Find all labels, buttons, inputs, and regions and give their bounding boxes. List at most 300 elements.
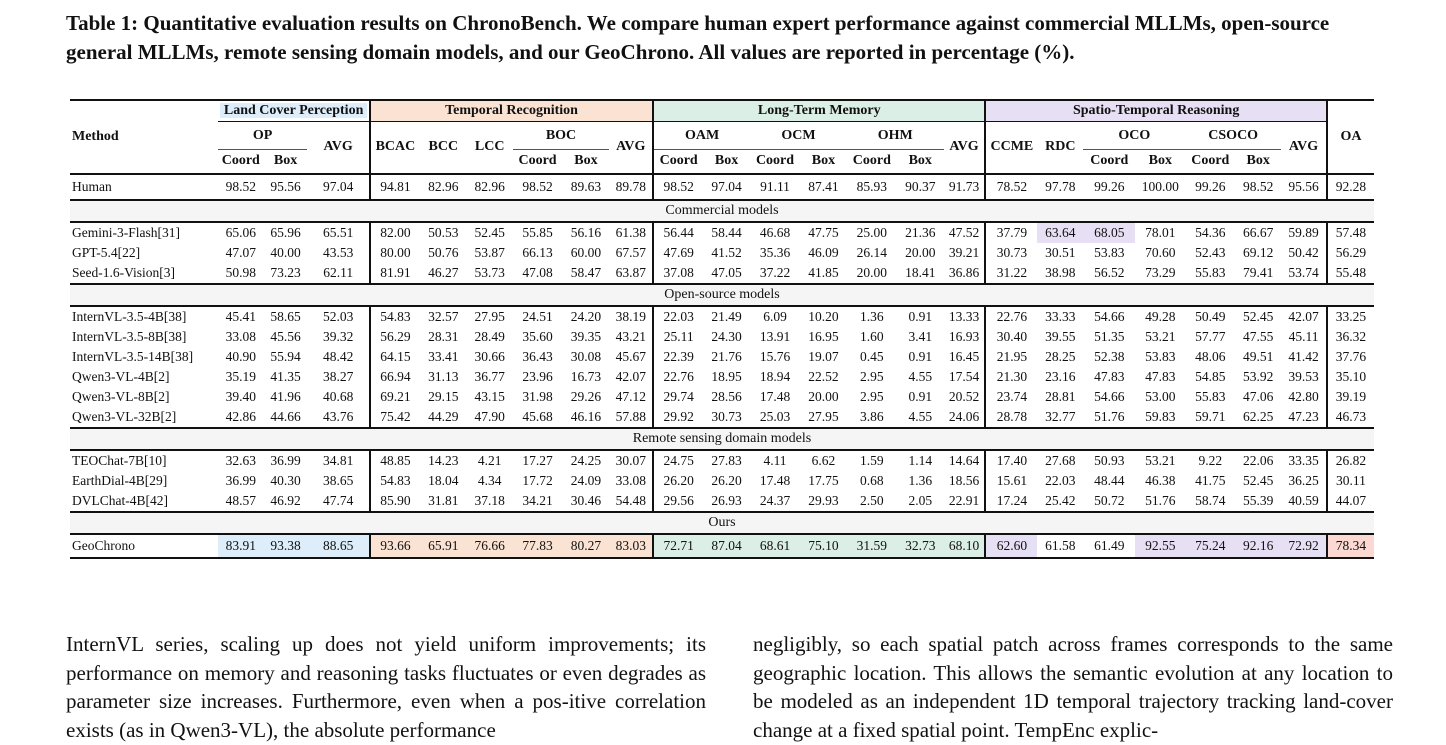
value-cell: 92.55 [1135, 534, 1185, 558]
value-cell: 30.40 [996, 328, 1028, 344]
op-header: OP [218, 122, 308, 150]
value-cell: 16.73 [570, 368, 602, 384]
value-cell: 39.40 [225, 388, 256, 404]
ocm-header: OCM [750, 122, 847, 150]
value-cell: 33.08 [225, 328, 256, 344]
value-cell: 45.41 [225, 308, 256, 324]
value-cell: 33.25 [1335, 308, 1367, 324]
box-header: Box [1246, 153, 1270, 169]
value-cell: 94.81 [380, 178, 411, 194]
value-cell: 45.11 [1281, 327, 1327, 347]
value-cell: 98.52 [1242, 178, 1274, 194]
value-cell: 63.64 [1037, 222, 1083, 243]
value-cell: 65.96 [270, 224, 301, 240]
value-cell: 41.35 [270, 368, 301, 384]
value-cell: 50.76 [428, 244, 459, 260]
value-cell: 47.07 [225, 244, 256, 260]
value-cell: 93.66 [370, 534, 420, 558]
value-cell: 82.00 [380, 224, 411, 240]
value-cell: 75.24 [1185, 534, 1235, 558]
method-cell: InternVL-3.5-4B[38] [72, 308, 187, 324]
method-cell: Qwen3-VL-8B[2] [72, 388, 170, 404]
value-cell: 64.15 [380, 348, 411, 364]
value-cell: 52.03 [307, 306, 369, 327]
value-cell: 47.05 [711, 264, 742, 280]
value-cell: 48.85 [380, 452, 411, 468]
value-cell: 23.96 [522, 368, 553, 384]
value-cell: 1.14 [908, 452, 933, 468]
value-cell: 0.68 [860, 472, 884, 488]
value-cell: 55.39 [1242, 492, 1274, 508]
method-cell: GPT-5.4[22] [72, 244, 141, 260]
value-cell: 42.07 [609, 367, 653, 387]
value-cell: 37.08 [663, 264, 694, 280]
section-label: Remote sensing domain models [70, 428, 1374, 450]
table-row [70, 491, 1374, 512]
value-cell: 24.30 [711, 328, 742, 344]
value-cell: 30.08 [570, 348, 602, 364]
box-header: Box [574, 153, 598, 169]
value-cell: 97.04 [307, 174, 369, 200]
value-cell: 24.51 [522, 308, 553, 324]
value-cell: 46.09 [808, 244, 839, 260]
value-cell: 17.54 [944, 367, 986, 387]
value-cell: 47.90 [474, 408, 505, 424]
value-cell: 43.76 [307, 407, 369, 428]
value-cell: 17.48 [759, 472, 791, 488]
value-cell: 38.27 [307, 367, 369, 387]
value-cell: 14.64 [944, 450, 986, 471]
value-cell: 55.94 [270, 348, 301, 364]
value-cell: 93.38 [264, 534, 308, 558]
value-cell: 47.12 [609, 387, 653, 407]
table-row [70, 407, 1374, 428]
value-cell: 2.05 [908, 492, 933, 508]
value-cell: 72.71 [653, 534, 703, 558]
table-row [70, 263, 1374, 284]
value-cell: 53.73 [474, 264, 505, 280]
value-cell: 36.25 [1281, 471, 1327, 491]
value-cell: 91.73 [944, 174, 986, 200]
value-cell: 69.21 [380, 388, 411, 404]
lcc-header: LCC [474, 139, 505, 155]
value-cell: 62.25 [1242, 408, 1274, 424]
value-cell: 36.77 [474, 368, 505, 384]
value-cell: 55.85 [522, 224, 553, 240]
value-cell: 68.10 [944, 534, 986, 558]
table-row [70, 387, 1374, 407]
value-cell: 66.13 [522, 244, 553, 260]
table-row [70, 347, 1374, 367]
method-cell: TEOChat-7B[10] [72, 452, 167, 468]
value-cell: 10.20 [808, 308, 839, 324]
value-cell: 40.00 [270, 244, 301, 260]
group-long-term: Long-Term Memory [653, 100, 985, 122]
value-cell: 24.20 [570, 308, 602, 324]
value-cell: 95.56 [270, 178, 301, 194]
value-cell: 19.07 [808, 348, 839, 364]
value-cell: 39.35 [570, 328, 602, 344]
section-label: Ours [70, 512, 1374, 534]
value-cell: 63.87 [609, 263, 653, 284]
value-cell: 37.22 [759, 264, 791, 280]
value-cell: 57.88 [609, 407, 653, 428]
value-cell: 56.52 [1094, 264, 1125, 280]
coord-header: Coord [1191, 153, 1230, 169]
value-cell: 41.75 [1195, 472, 1226, 488]
value-cell: 65.91 [420, 534, 467, 558]
value-cell: 48.44 [1094, 472, 1125, 488]
table-row [70, 367, 1374, 387]
value-cell: 50.53 [428, 224, 459, 240]
value-cell: 13.33 [944, 306, 986, 327]
value-cell: 6.62 [811, 452, 836, 468]
method-cell: InternVL-3.5-8B[38] [72, 328, 187, 344]
value-cell: 73.29 [1145, 264, 1176, 280]
value-cell: 4.55 [908, 408, 933, 424]
value-cell: 47.83 [1145, 368, 1176, 384]
table-row [70, 450, 1374, 471]
oam-header: OAM [653, 122, 750, 150]
value-cell: 20.00 [905, 244, 936, 260]
method-cell: GeoChrono [72, 537, 135, 553]
value-cell: 15.61 [996, 472, 1028, 488]
value-cell: 82.96 [474, 178, 505, 194]
value-cell: 30.07 [609, 450, 653, 471]
table-row [70, 306, 1374, 327]
value-cell: 87.04 [703, 534, 750, 558]
value-cell: 16.45 [944, 347, 986, 367]
section-header-row [70, 512, 1374, 534]
value-cell: 91.11 [760, 178, 790, 194]
value-cell: 21.36 [905, 224, 936, 240]
value-cell: 78.01 [1145, 224, 1176, 240]
value-cell: 3.41 [908, 328, 933, 344]
value-cell: 9.22 [1198, 452, 1223, 468]
value-cell: 56.29 [380, 328, 411, 344]
value-cell: 99.26 [1094, 178, 1125, 194]
value-cell: 46.27 [428, 264, 459, 280]
value-cell: 75.10 [800, 534, 847, 558]
value-cell: 30.66 [474, 348, 505, 364]
value-cell: 30.73 [996, 244, 1028, 260]
value-cell: 20.52 [944, 387, 986, 407]
value-cell: 39.32 [307, 327, 369, 347]
value-cell: 25.03 [759, 408, 791, 424]
value-cell: 59.83 [1145, 408, 1176, 424]
rdc-header: RDC [1045, 139, 1076, 155]
method-cell: Seed-1.6-Vision[3] [72, 264, 176, 280]
value-cell: 29.93 [808, 492, 839, 508]
value-cell: 66.94 [380, 368, 411, 384]
avg-header: AVG [609, 122, 653, 174]
section-label: Commercial models [70, 200, 1374, 222]
value-cell: 78.52 [996, 178, 1028, 194]
value-cell: 15.76 [759, 348, 791, 364]
value-cell: 47.75 [808, 224, 839, 240]
coord-header: Coord [755, 153, 795, 169]
value-cell: 35.10 [1335, 368, 1367, 384]
value-cell: 18.41 [905, 264, 936, 280]
value-cell: 88.65 [307, 534, 369, 558]
value-cell: 18.56 [944, 471, 986, 491]
value-cell: 25.42 [1045, 492, 1076, 508]
value-cell: 47.83 [1094, 368, 1125, 384]
value-cell: 59.89 [1281, 222, 1327, 243]
value-cell: 43.53 [307, 243, 369, 263]
value-cell: 79.41 [1242, 264, 1274, 280]
value-cell: 17.40 [996, 452, 1028, 468]
value-cell: 46.73 [1335, 408, 1367, 424]
value-cell: 83.91 [218, 534, 264, 558]
value-cell: 97.04 [711, 178, 742, 194]
value-cell: 42.07 [1281, 306, 1327, 327]
value-cell: 61.49 [1094, 537, 1125, 553]
paragraph-left: InternVL series, scaling up does not yield uniform improvements; its performance on memory and reasoning tasks fluctuates or even degrades as parameter size increases. Furthermore, even when a pos-itive correlation exists (as in Qwen3-VL), the absolute performance [66, 632, 706, 742]
value-cell: 90.37 [905, 178, 936, 194]
value-cell: 70.60 [1145, 244, 1176, 260]
value-cell: 97.78 [1045, 178, 1076, 194]
value-cell: 43.15 [474, 388, 505, 404]
value-cell: 53.21 [1145, 452, 1176, 468]
value-cell: 46.92 [270, 492, 301, 508]
section-header-row [70, 428, 1374, 450]
value-cell: 27.95 [808, 408, 839, 424]
value-cell: 52.43 [1195, 244, 1226, 260]
value-cell: 17.75 [808, 472, 839, 488]
value-cell: 25.11 [663, 328, 694, 344]
value-cell: 61.38 [609, 222, 653, 243]
value-cell: 6.09 [763, 308, 787, 324]
value-cell: 34.21 [522, 492, 553, 508]
value-cell: 26.93 [711, 492, 742, 508]
table-row [70, 243, 1374, 263]
value-cell: 47.08 [522, 264, 553, 280]
value-cell: 55.48 [1335, 264, 1367, 280]
value-cell: 1.36 [860, 308, 884, 324]
value-cell: 58.65 [270, 308, 301, 324]
value-cell: 65.51 [307, 222, 369, 243]
value-cell: 39.21 [944, 243, 986, 263]
value-cell: 95.56 [1281, 174, 1327, 200]
value-cell: 87.41 [808, 178, 839, 194]
value-cell: 45.56 [270, 328, 301, 344]
value-cell: 2.95 [860, 388, 884, 404]
value-cell: 62.11 [307, 263, 369, 284]
value-cell: 4.55 [908, 368, 933, 384]
value-cell: 30.11 [1336, 472, 1366, 488]
value-cell: 55.83 [1195, 264, 1226, 280]
value-cell: 17.27 [522, 452, 553, 468]
value-cell: 100.00 [1141, 178, 1179, 194]
box-header: Box [273, 153, 298, 169]
value-cell: 42.80 [1281, 387, 1327, 407]
value-cell: 17.48 [759, 388, 791, 404]
value-cell: 4.34 [477, 472, 502, 488]
value-cell: 23.16 [1045, 368, 1076, 384]
value-cell: 28.49 [474, 328, 505, 344]
box-header: Box [908, 153, 932, 169]
value-cell: 76.66 [467, 534, 513, 558]
value-cell: 47.23 [1281, 407, 1327, 428]
value-cell: 1.36 [908, 472, 933, 488]
table-caption: Table 1: Quantitative evaluation results on ChronoBench. We compare human expert performance against commercial MLLMs, open-source general MLLMs, remote sensing domain models, and our GeoChrono. All values are reported in percentage (%). [66, 11, 1330, 64]
value-cell: 48.06 [1195, 348, 1226, 364]
method-cell: EarthDial-4B[29] [72, 472, 168, 488]
value-cell: 33.08 [609, 471, 653, 491]
value-cell: 44.07 [1335, 492, 1367, 508]
value-cell: 50.42 [1281, 243, 1327, 263]
value-cell: 52.45 [1242, 472, 1274, 488]
table-row [70, 471, 1374, 491]
value-cell: 89.63 [570, 178, 602, 194]
value-cell: 18.94 [759, 368, 791, 384]
value-cell: 77.83 [513, 534, 563, 558]
value-cell: 46.16 [570, 408, 602, 424]
value-cell: 54.83 [380, 308, 411, 324]
value-cell: 36.43 [522, 348, 553, 364]
value-cell: 48.57 [225, 492, 256, 508]
method-header: Method [72, 128, 119, 144]
value-cell: 89.78 [609, 174, 653, 200]
value-cell: 24.75 [663, 452, 694, 468]
bcc-header: BCC [428, 139, 459, 155]
value-cell: 39.55 [1045, 328, 1076, 344]
value-cell: 75.42 [380, 408, 411, 424]
value-cell: 4.11 [763, 452, 787, 468]
value-cell: 44.29 [428, 408, 459, 424]
value-cell: 35.60 [522, 328, 553, 344]
value-cell: 51.76 [1094, 408, 1125, 424]
value-cell: 54.85 [1195, 368, 1226, 384]
value-cell: 67.57 [609, 243, 653, 263]
value-cell: 56.16 [570, 224, 602, 240]
oco-header: OCO [1083, 122, 1185, 150]
method-cell: Qwen3-VL-4B[2] [72, 368, 170, 384]
value-cell: 47.52 [944, 222, 986, 243]
value-cell: 31.59 [847, 534, 897, 558]
value-cell: 35.36 [759, 244, 791, 260]
value-cell: 1.60 [860, 328, 884, 344]
value-cell: 29.15 [428, 388, 459, 404]
value-cell: 28.31 [428, 328, 459, 344]
value-cell: 68.61 [750, 534, 800, 558]
value-cell: 23.74 [996, 388, 1028, 404]
value-cell: 61.58 [1045, 537, 1076, 553]
value-cell: 16.95 [808, 328, 839, 344]
value-cell: 83.03 [609, 534, 653, 558]
value-cell: 35.19 [225, 368, 256, 384]
value-cell: 98.52 [663, 178, 694, 194]
value-cell: 39.53 [1281, 367, 1327, 387]
value-cell: 14.23 [428, 452, 459, 468]
value-cell: 73.23 [270, 264, 301, 280]
value-cell: 53.21 [1145, 328, 1176, 344]
value-cell: 85.90 [380, 492, 411, 508]
value-cell: 32.73 [897, 534, 944, 558]
value-cell: 30.46 [570, 492, 602, 508]
value-cell: 37.18 [474, 492, 505, 508]
value-cell: 92.28 [1335, 178, 1367, 194]
section-header-row [70, 284, 1374, 306]
value-cell: 46.68 [759, 224, 791, 240]
value-cell: 98.52 [225, 178, 256, 194]
coord-header: Coord [221, 153, 260, 169]
value-cell: 38.98 [1045, 264, 1076, 280]
value-cell: 51.35 [1094, 328, 1125, 344]
value-cell: 44.66 [270, 408, 301, 424]
value-cell: 47.06 [1242, 388, 1274, 404]
value-cell: 54.83 [380, 472, 411, 488]
value-cell: 2.50 [860, 492, 884, 508]
value-cell: 3.86 [860, 408, 884, 424]
value-cell: 68.05 [1083, 222, 1135, 243]
value-cell: 26.20 [663, 472, 694, 488]
value-cell: 50.98 [225, 264, 256, 280]
group-temporal: Temporal Recognition [370, 100, 653, 122]
value-cell: 48.42 [307, 347, 369, 367]
value-cell: 53.83 [1094, 244, 1125, 260]
value-cell: 27.83 [711, 452, 742, 468]
value-cell: 28.78 [996, 408, 1028, 424]
value-cell: 69.12 [1242, 244, 1274, 260]
value-cell: 52.38 [1094, 348, 1125, 364]
value-cell: 32.63 [225, 452, 256, 468]
value-cell: 36.32 [1335, 328, 1367, 344]
value-cell: 0.45 [860, 348, 884, 364]
value-cell: 52.45 [1242, 308, 1274, 324]
value-cell: 31.98 [522, 388, 553, 404]
avg-header: AVG [307, 122, 369, 174]
value-cell: 18.04 [428, 472, 459, 488]
value-cell: 49.51 [1242, 348, 1274, 364]
value-cell: 29.56 [663, 492, 694, 508]
value-cell: 27.95 [474, 308, 505, 324]
value-cell: 62.60 [985, 534, 1037, 558]
value-cell: 54.36 [1195, 224, 1226, 240]
method-cell: DVLChat-4B[42] [72, 492, 168, 508]
value-cell: 24.09 [570, 472, 602, 488]
value-cell: 22.06 [1242, 452, 1274, 468]
value-cell: 32.77 [1045, 408, 1076, 424]
value-cell: 50.49 [1195, 308, 1226, 324]
value-cell: 47.69 [663, 244, 694, 260]
value-cell: 0.91 [908, 388, 933, 404]
value-cell: 21.95 [996, 348, 1028, 364]
value-cell: 29.74 [663, 388, 694, 404]
value-cell: 41.42 [1281, 347, 1327, 367]
value-cell: 98.52 [522, 178, 553, 194]
value-cell: 17.24 [996, 492, 1028, 508]
value-cell: 26.20 [711, 472, 742, 488]
value-cell: 47.55 [1242, 328, 1274, 344]
value-cell: 51.76 [1145, 492, 1176, 508]
value-cell: 0.91 [908, 348, 933, 364]
value-cell: 81.91 [380, 264, 411, 280]
bcac-header: BCAC [375, 139, 416, 155]
value-cell: 38.19 [609, 306, 653, 327]
value-cell: 24.06 [944, 407, 986, 428]
value-cell: 66.67 [1242, 224, 1274, 240]
value-cell: 43.21 [609, 327, 653, 347]
coord-header: Coord [518, 153, 557, 169]
value-cell: 58.44 [711, 224, 742, 240]
value-cell: 17.72 [522, 472, 553, 488]
results-table [70, 99, 1374, 559]
value-cell: 36.99 [270, 452, 301, 468]
value-cell: 2.95 [860, 368, 884, 384]
value-cell: 21.76 [711, 348, 742, 364]
